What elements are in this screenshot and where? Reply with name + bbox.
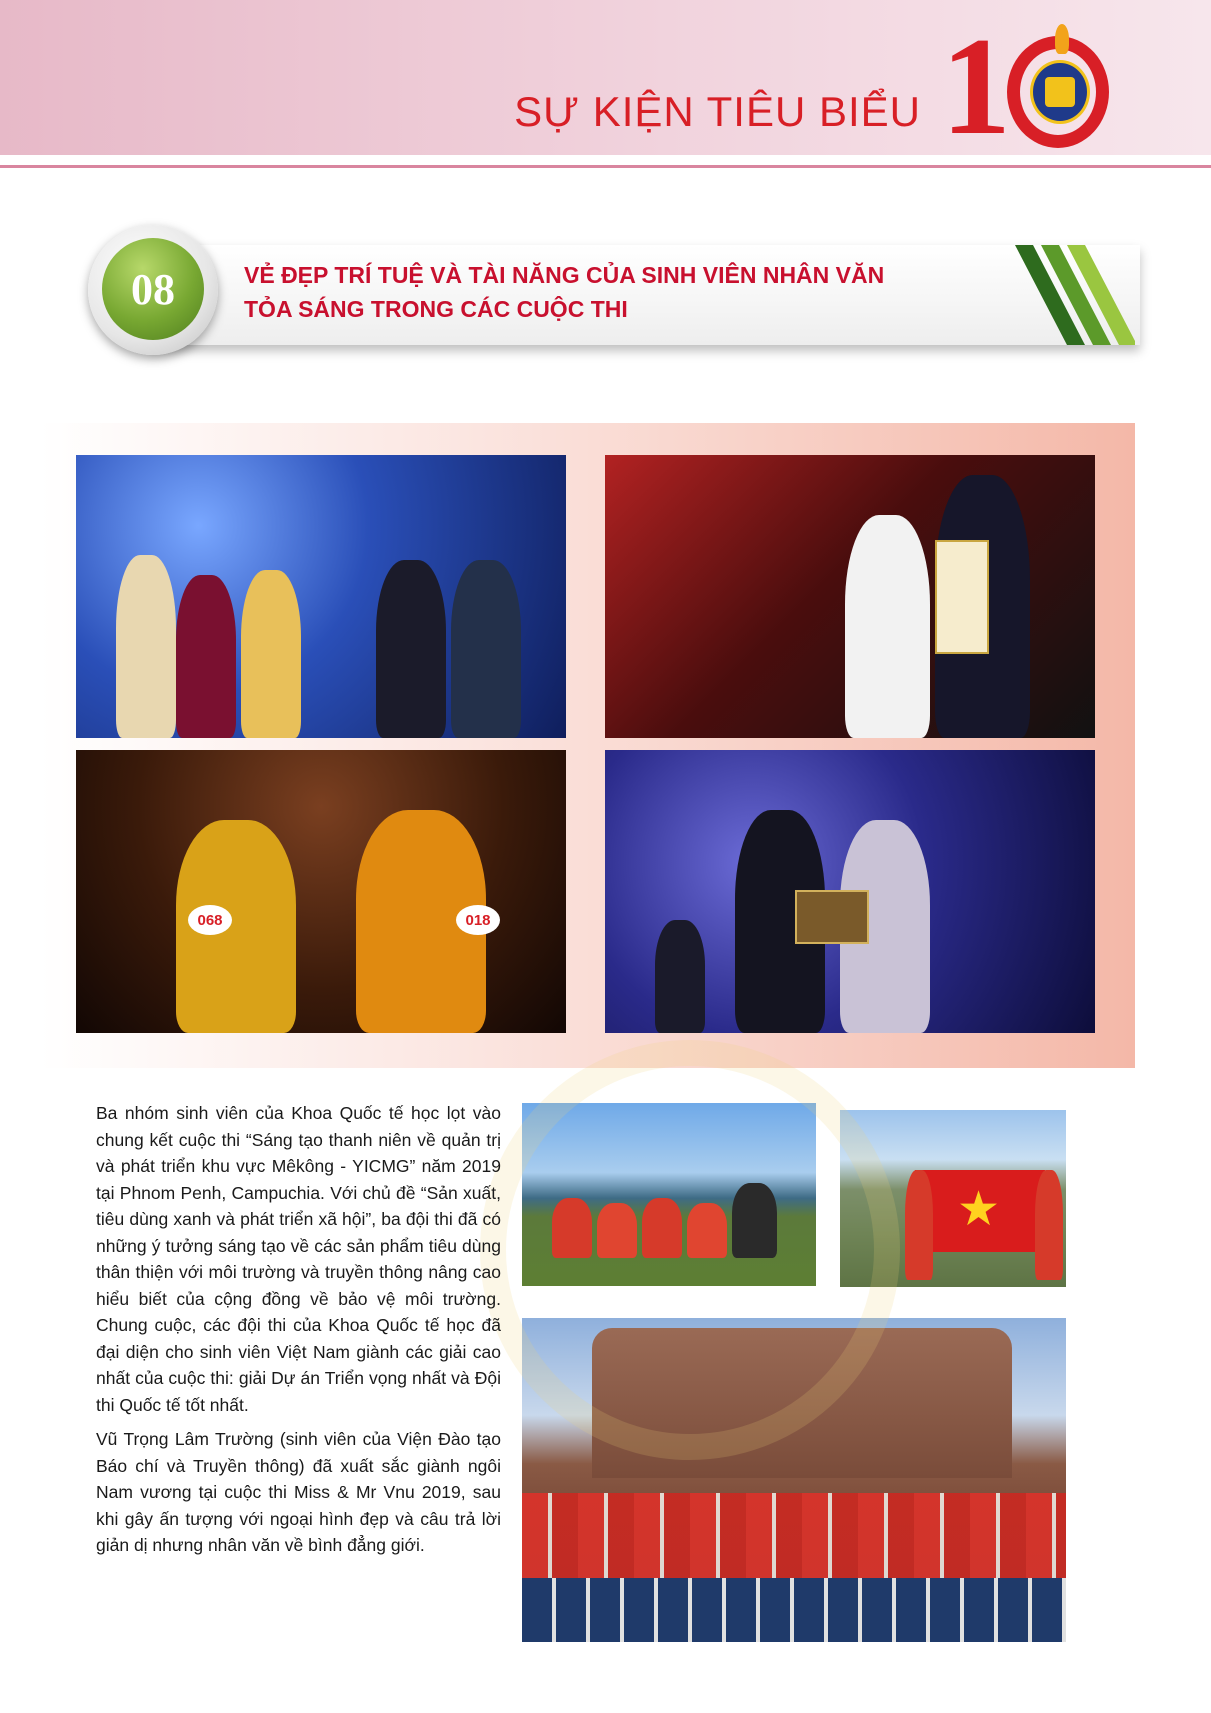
contestant-number-badge: 068	[188, 905, 232, 935]
university-watermark	[480, 1040, 900, 1460]
logo-numeral-one: 1	[941, 9, 1011, 164]
contestant-number-badge: 018	[456, 905, 500, 935]
anniversary-logo	[935, 9, 1175, 164]
decorative-stripes-icon	[1015, 245, 1135, 345]
vietnam-flag-icon: ★	[915, 1170, 1045, 1252]
photo-contestants-068-018	[76, 750, 566, 1033]
header-divider	[0, 165, 1211, 168]
page-header-title: SỰ KIỆN TIÊU BIỂU	[514, 88, 921, 135]
section-title-line2: TỎA SÁNG TRONG CÁC CUỘC THI	[244, 296, 628, 322]
torch-icon	[1055, 24, 1069, 54]
photo-award-certificate	[605, 455, 1095, 738]
section-number: 08	[131, 264, 175, 314]
photo-miss-mr-vnu-award-stage	[76, 455, 566, 738]
section-title	[244, 258, 884, 326]
article-body	[96, 1100, 501, 1567]
university-seal-icon	[1030, 60, 1090, 124]
section-title-line1: VẺ ĐẸP TRÍ TUỆ VÀ TÀI NĂNG CỦA SINH VIÊN NHÂN VĂN	[244, 262, 885, 288]
article-paragraph-1: Ba nhóm sinh viên của Khoa Quốc tế học lọt vào chung kết cuộc thi “Sáng tạo thanh niên về quản trị và phát triển khu vực Mêkông - YICMG” năm 2019 tại Phnom Penh, Campuchia. Với chủ đề “Sản xuất, tiêu dùng xanh và phát triển xã hội”, ba đội thi đã có những ý tưởng sáng tạo về các sản phẩm tiêu dùng thân thiện với môi trường và truyền thông nâng cao hiểu biết của cộng đồng về bảo vệ môi trường. Chung cuộc, các đội thi của Khoa Quốc tế học đã đại diện cho sinh viên Việt Nam giành các giải cao nhất của cuộc thi: giải Dự án Triển vọng nhất và Đội thi Quốc tế tốt nhất.	[96, 1103, 501, 1415]
photo-mr-vnu-winners	[605, 750, 1095, 1033]
section-number-badge	[102, 238, 204, 340]
article-paragraph-2: Vũ Trọng Lâm Trường (sinh viên của Viện Đào tạo Báo chí và Truyền thông) đã xuất sắc giành ngôi Nam vương tại cuộc thi Miss & Mr Vnu 2019, sau khi gây ấn tượng với ngoại hình đẹp và câu trả lời giản dị nhưng nhân văn về bình đẳng giới.	[96, 1429, 501, 1555]
